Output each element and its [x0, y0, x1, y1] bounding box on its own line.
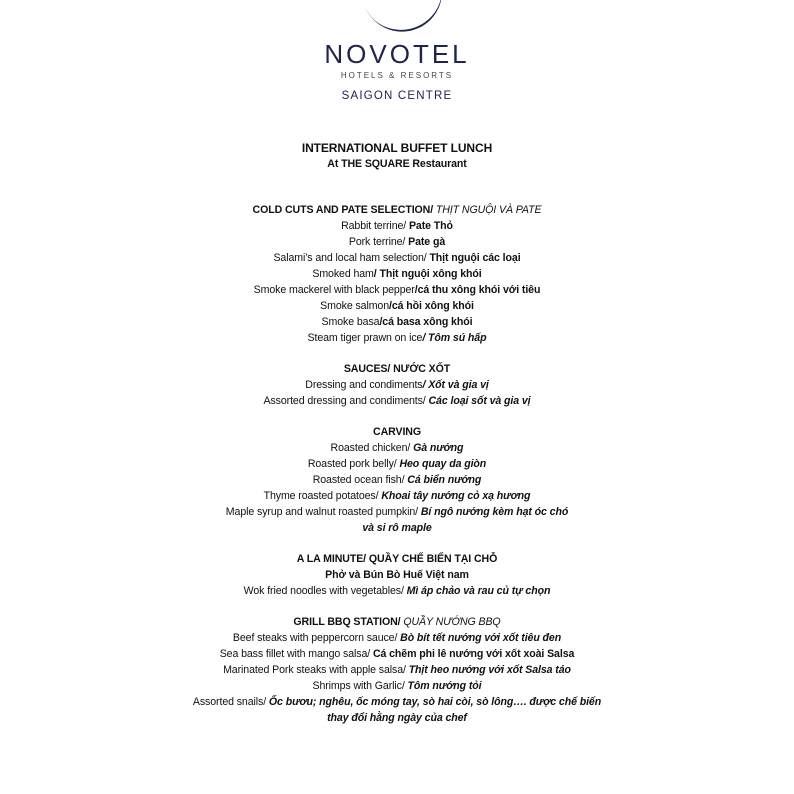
logo-location: SAIGON CENTRE: [341, 90, 453, 102]
menu-item-en: Roasted ocean fish/: [312, 474, 408, 486]
menu-section: [0, 202, 794, 346]
menu-item-en: Roasted pork belly/: [307, 458, 400, 470]
menu-item: [0, 488, 794, 504]
section-header-en: COLD CUTS AND PATE SELECTION/: [252, 204, 436, 216]
menu-subtitle: At THE SQUARE Restaurant: [327, 158, 467, 170]
menu-item-vi: Các loại sốt và gia vị: [428, 395, 531, 407]
menu-item: [0, 472, 794, 488]
section-header-en: SAUCES/ NƯỚC XỐT: [343, 363, 451, 375]
menu-item-vi: / Tôm sú hấp: [422, 332, 487, 344]
menu-item: [0, 377, 794, 393]
menu-item-en: Salami’s and local ham selection/: [273, 252, 430, 264]
menu-title: INTERNATIONAL BUFFET LUNCH: [301, 141, 493, 155]
menu-item: [0, 520, 794, 536]
menu-item-en: Dressing and condiments: [305, 379, 423, 391]
section-header-vi: THỊT NGUỘI VÀ PATE: [435, 204, 542, 216]
menu-section: [0, 551, 794, 599]
menu-item-en: Smoked ham: [312, 268, 374, 280]
menu-item: [0, 250, 794, 266]
menu-item-vi: Gà nướng: [413, 442, 464, 454]
menu-item: [0, 662, 794, 678]
menu-item: [0, 646, 794, 662]
menu-item-vi: Pate gà: [408, 236, 446, 248]
menu-item-vi: thay đổi hằng ngày của chef: [327, 712, 467, 724]
menu-item: [0, 456, 794, 472]
menu-item-en: Wok fried noodles with vegetables/: [243, 585, 407, 597]
novotel-logo: [0, 0, 794, 110]
section-header: [0, 361, 794, 377]
menu-item-en: Assorted snails/: [192, 696, 269, 708]
menu-item-vi: Thịt nguội các loại: [429, 252, 521, 264]
menu-section: [0, 424, 794, 536]
menu-item-vi: Cá chẽm phi lê nướng với xốt xoài Salsa: [372, 648, 575, 660]
menu-item: [0, 440, 794, 456]
menu-item: [0, 567, 794, 583]
menu-item-en: Marinated Pork steaks with apple salsa/: [223, 664, 409, 676]
menu-item: [0, 218, 794, 234]
menu-item-vi: Cá biển nướng: [407, 474, 482, 486]
section-header-en: GRILL BBQ STATION/: [293, 616, 404, 628]
menu-item-en: Steam tiger prawn on ice: [307, 332, 423, 344]
menu-item-en: Smoke mackerel with black pepper: [253, 284, 415, 296]
menu-item-vi: Tôm nướng tỏi: [407, 680, 482, 692]
section-header: [0, 614, 794, 630]
section-header: [0, 551, 794, 567]
menu-item-vi: Thịt heo nướng với xốt Salsa táo: [408, 664, 571, 676]
menu-item: [0, 298, 794, 314]
menu-item-vi: /cá thu xông khói với tiêu: [414, 284, 541, 296]
logo-tagline: HOTELS & RESORTS: [340, 71, 454, 80]
menu-item-vi: Ốc bươu; nghêu, ốc móng tay, sò hai còi, sò lông…. được chế biến: [268, 696, 602, 708]
menu-item-vi: và si rô maple: [362, 522, 432, 534]
menu-item-vi: / Xốt và gia vị: [422, 379, 489, 391]
menu-item: [0, 282, 794, 298]
logo-brand: NOVOTEL: [324, 39, 470, 69]
menu-item-vi: Pate Thỏ: [408, 220, 453, 232]
menu-item-vi: Bò bít tết nướng với xốt tiêu đen: [400, 632, 562, 644]
menu-item: [0, 710, 794, 726]
menu-item-en: Shrimps with Garlic/: [312, 680, 408, 692]
menu-item: [0, 393, 794, 409]
menu-item-vi: /cá hồi xông khói: [389, 300, 474, 312]
menu-item-en: Assorted dressing and condiments/: [263, 395, 429, 407]
menu-item-en: Maple syrup and walnut roasted pumpkin/: [225, 506, 421, 518]
menu-item-vi: Mì áp chảo và rau củ tự chọn: [406, 585, 551, 597]
menu-item-en: Sea bass fillet with mango salsa/: [219, 648, 373, 660]
section-header: [0, 202, 794, 218]
menu-item-vi: Phở và Bún Bò Huế Việt nam: [325, 569, 469, 581]
menu-content: [0, 140, 794, 726]
menu-item-vi: /cá basa xông khói: [379, 316, 473, 328]
menu-item-vi: Heo quay da giòn: [399, 458, 487, 470]
menu-item-en: Pork terrine/: [348, 236, 409, 248]
menu-item-en: Smoke salmon: [320, 300, 390, 312]
section-header-en: CARVING: [373, 426, 421, 438]
menu-item-en: Rabbit terrine/: [341, 220, 409, 232]
menu-item-en: Roasted chicken/: [330, 442, 414, 454]
menu-item-vi: Bí ngô nướng kèm hạt óc chó: [420, 506, 569, 518]
menu-item: [0, 234, 794, 250]
menu-item-en: Smoke basa: [321, 316, 380, 328]
menu-item-en: Thyme roasted potatoes/: [263, 490, 382, 502]
menu-item-vi: / Thịt nguội xông khói: [373, 268, 482, 280]
menu-sections: [0, 202, 794, 726]
menu-item: [0, 583, 794, 599]
menu-item: [0, 266, 794, 282]
section-header-en: A LA MINUTE/ QUẦY CHẾ BIẾN TẠI CHỖ: [296, 553, 498, 565]
menu-item: [0, 314, 794, 330]
menu-section: [0, 614, 794, 726]
menu-section: [0, 361, 794, 409]
menu-item-en: Beef steaks with peppercorn sauce/: [232, 632, 401, 644]
menu-item: [0, 330, 794, 346]
menu-item: [0, 630, 794, 646]
section-header: [0, 424, 794, 440]
section-header-vi: QUẦY NƯỚNG BBQ: [403, 616, 501, 628]
menu-item: [0, 504, 794, 520]
menu-item: [0, 694, 794, 710]
logo-arc-icon: [347, 0, 454, 43]
menu-item: [0, 678, 794, 694]
menu-item-vi: Khoai tây nướng cỏ xạ hương: [381, 490, 531, 502]
